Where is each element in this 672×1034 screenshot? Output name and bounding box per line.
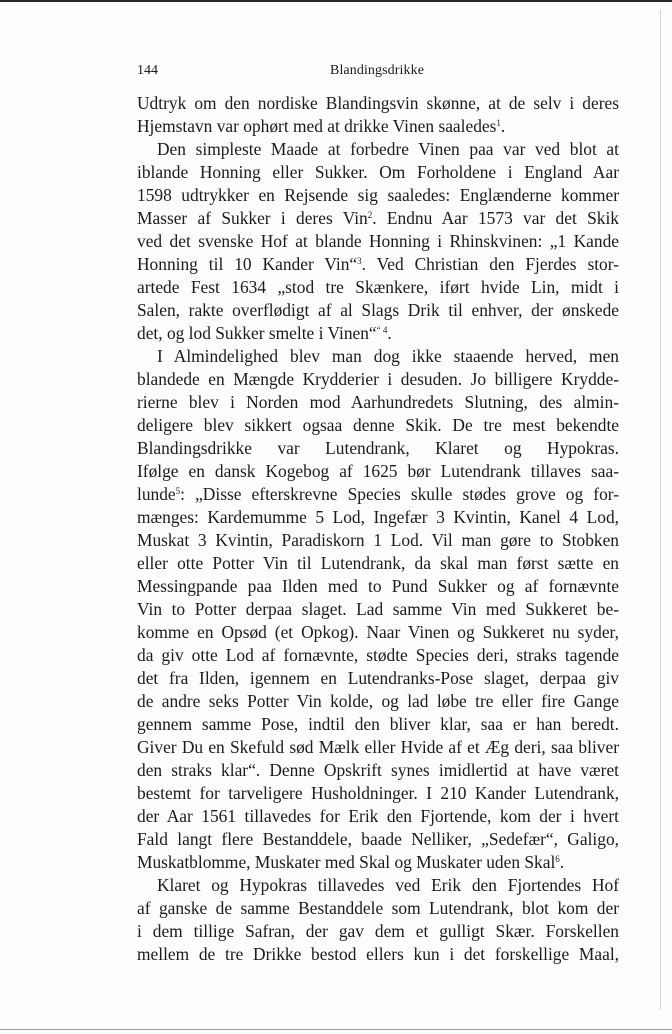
text-line: Klaret og Hypokras tillavedes ved Erik den Fjortendes Hof (157, 875, 619, 895)
text-line: Muskat 3 Kvintin, Paradiskorn 1 Lod. Vil man gøre to Stobken (137, 530, 619, 550)
text-line: bestemt for tarveligere Husholdninger. I 210 Kander Lutendrank, (137, 783, 619, 803)
right-page-edge (660, 10, 661, 1010)
text-line: af ganske de samme Bestanddele som Lutendrank, blot kom der (137, 898, 619, 918)
text-line: i dem tillige Safran, der gav dem et gulligt Skær. Forskellen (137, 921, 619, 941)
text-line: Muskatblomme, Muskater med Skal og Muskater uden Skal$^6$. (137, 852, 565, 872)
text-line: Ifølge en dansk Kogebog af 1625 bør Lutendrank tillaves saa- (137, 461, 619, 481)
text-line: da giv otte Lod af fornævnte, stødte Species deri, straks tagende (137, 645, 619, 665)
text-line: Messingpande paa Ilden med to Pund Sukker og af fornævnte (137, 576, 619, 596)
text-line: Udtryk om den nordiske Blandingsvin skønne, at de selv i deres (137, 93, 619, 113)
text-line: det, og lod Sukker smelte i Vinen“$^{“ 4}$. (137, 323, 392, 343)
text-line: eller otte Potter Vin til Lutendrank, da skal man først sætte en (137, 553, 619, 573)
top-page-rule (0, 0, 672, 2)
text-line: iblande Honning eller Sukker. Om Forholdene i England Aar (137, 162, 619, 182)
footnote-marker: 3 (357, 256, 362, 266)
text-line: ved det svenske Hof at blande Honning i Rhinskvinen: „1 Kande (137, 231, 619, 251)
text-line: rierne blev i Norden mod Aarhundredets Slutning, des almin- (137, 392, 619, 412)
text-line: det fra Ilden, igennem en Lutendranks-Pose slaget, derpaa giv (137, 668, 619, 688)
text-line: deligere blev sikkert ogsaa denne Skik. De tre mest bekendte (137, 415, 619, 435)
page-number: 144 (137, 63, 158, 78)
text-line: Den simpleste Maade at forbedre Vinen paa var ved blot at (157, 139, 619, 159)
text-line: Masser af Sukker i deres Vin$^2$. Endnu Aar 1573 var det Skik (137, 208, 619, 228)
text-line: blandede en Mængde Krydderier i desuden. Jo billigere Krydde- (137, 369, 619, 389)
text-line: der Aar 1561 tillavedes for Erik den Fjortende, kom der i hvert (137, 806, 619, 826)
text-line: Salen, rakte overflødigt af al Slags Drik til enhver, der ønskede (137, 300, 619, 320)
text-line: Honning til 10 Kander Vin“$^3$. Ved Christian den Fjerdes stor- (137, 254, 619, 274)
footnote-marker: 5 (175, 486, 181, 496)
text-line: artede Fest 1634 „stod tre Skænkere, iført hvide Lin, midt i (137, 277, 619, 297)
footnote-marker: 2 (367, 210, 373, 220)
footnote-marker: “ 4 (376, 325, 388, 335)
text-line: I Almindelighed blev man dog ikke staaende herved, men (157, 346, 619, 366)
footnote-marker: 6 (555, 854, 560, 864)
bottom-page-rule (0, 1029, 672, 1030)
text-line: mellem de tre Drikke bestod ellers kun i det forskellige Maal, (137, 944, 619, 964)
text-line: Fald langt flere Bestanddele, baade Nelliker, „Sedefær“, Galigo, (137, 829, 619, 849)
text-line: Hjemstavn var ophørt med at drikke Vinen saaledes$^1$. (137, 116, 506, 136)
text-line: den straks klar“. Denne Opskrift synes imidlertid at have været (137, 760, 619, 780)
text-line: Giver Du en Skefuld sød Mælk eller Hvide af et Æg deri, saa bliver (137, 737, 619, 757)
text-line: Vin to Potter derpaa slaget. Lad samme Vin med Sukkeret be- (137, 599, 619, 619)
footnote-marker: 1 (496, 118, 501, 128)
text-line: Blandingsdrikke var Lutendrank, Klaret og Hypokras. (137, 438, 619, 458)
text-line: lunde$^5$: „Disse efterskrevne Species skulle stødes grove og for- (137, 484, 619, 504)
running-title: Blandingsdrikke (330, 63, 425, 78)
text-line: 1598 udtrykker en Rejsende sig saaledes: Englænderne kommer (137, 185, 619, 205)
text-line: mænges: Kardemumme 5 Lod, Ingefær 3 Kvintin, Kanel 4 Lod, (137, 507, 619, 527)
text-line: de andre seks Potter Vin kolde, og lad løbe tre eller fire Gange (137, 691, 619, 711)
body-text (137, 92, 619, 966)
text-line: gennem samme Pose, indtil den bliver klar, saa er han beredt. (137, 714, 619, 734)
text-line: komme en Opsød (et Opkog). Naar Vinen og Sukkeret nu syder, (137, 622, 619, 642)
